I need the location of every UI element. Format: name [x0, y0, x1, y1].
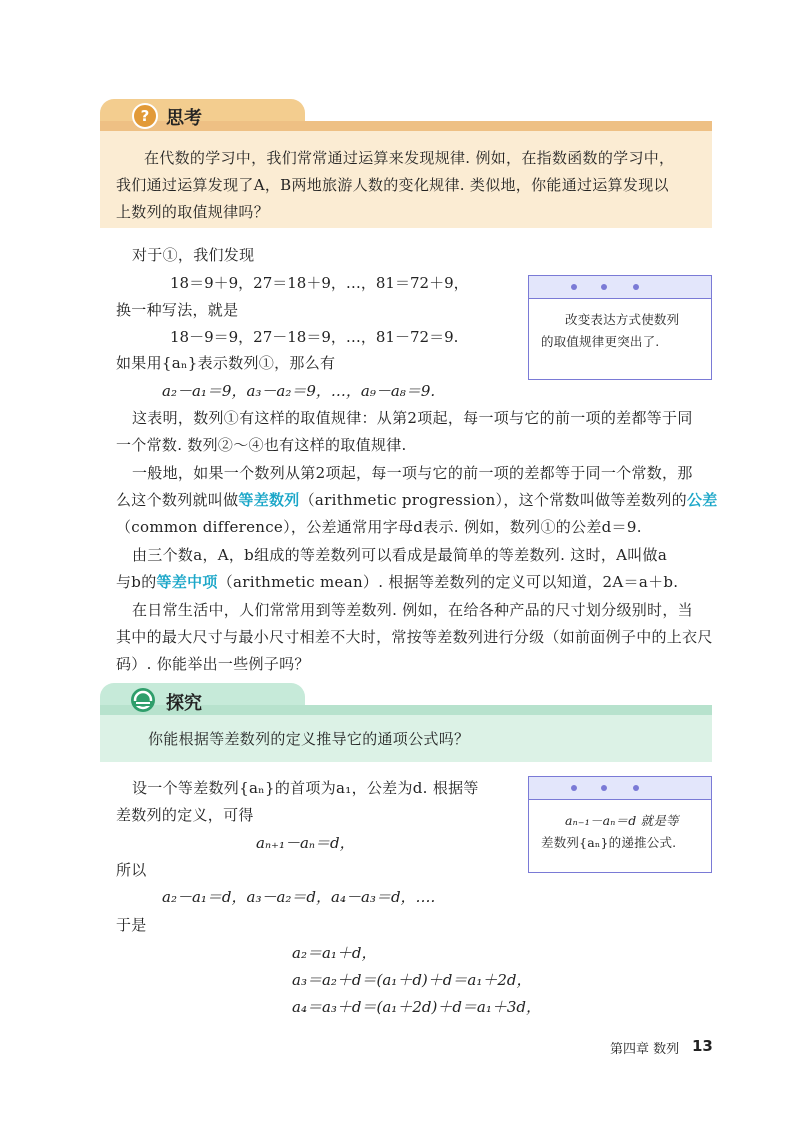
so-line: 所以 — [116, 861, 147, 879]
side-note-1 — [528, 275, 712, 380]
para2-line3: （common difference），公差通常用字母d表示. 例如，数列①的公差d＝9. — [116, 518, 642, 536]
term-equation-a4: a₄＝a₃＋d＝(a₁＋2d)＋d＝a₁＋3d， — [292, 998, 542, 1016]
para4-line3: 码）. 你能举出一些例子吗？ — [116, 655, 310, 673]
para2-line2 — [116, 489, 718, 511]
term-arithmetic-mean: 等差中项 — [156, 573, 218, 591]
para2-line2-b: （arithmetic progression），这个常数叫做等差数列的 — [299, 491, 687, 509]
side-note-2-header — [529, 777, 711, 800]
para3-line2 — [116, 571, 678, 593]
term-arithmetic-sequence: 等差数列 — [238, 491, 300, 509]
intro-line: 对于①，我们发现 — [132, 246, 255, 264]
para3-line2-b: （arithmetic mean）. 根据等差数列的定义可以知道，2A＝a＋b. — [217, 573, 679, 591]
then-line: 于是 — [116, 916, 147, 934]
rewrite-line: 换一种写法，就是 — [116, 301, 239, 319]
side-note-1-line2: 的取值规律更突出了. — [541, 334, 660, 349]
think-line-3: 上数列的取值规律吗？ — [116, 203, 270, 221]
note-dot-icon — [633, 284, 639, 290]
para1-line1: 这表明，数列①有这样的取值规律：从第2项起，每一项与它的前一项的差都等于同 — [132, 409, 693, 427]
para2-line2-a: 么这个数列就叫做 — [116, 491, 239, 509]
note-dot-icon — [571, 284, 577, 290]
term-common-difference: 公差 — [686, 491, 718, 509]
equation-3: a₂－a₁＝9，a₃－a₂＝9，…，a₉－a₈＝9. — [162, 382, 436, 400]
side-note-1-line1: 改变表达方式使数列 — [565, 312, 680, 327]
note-dot-icon — [601, 785, 607, 791]
note-dot-icon — [571, 785, 577, 791]
body2-line2: 差数列的定义，可得 — [116, 806, 254, 824]
explore-text: 你能根据等差数列的定义推导它的通项公式吗？ — [148, 730, 470, 748]
note-dot-icon — [633, 785, 639, 791]
side-note-1-header — [529, 276, 711, 299]
side-note-1-text — [529, 299, 711, 353]
para1-line2: 一个常数. 数列②～④也有这样的取值规律. — [116, 436, 407, 454]
differences-equation: a₂－a₁＝d，a₃－a₂＝d，a₄－a₃＝d，…. — [162, 888, 436, 906]
think-line-2: 我们通过运算发现了A，B两地旅游人数的变化规律. 类似地，你能通过运算发现以 — [116, 176, 669, 194]
equation-1: 18＝9＋9，27＝18＋9，…，81＝72＋9， — [170, 274, 469, 292]
if-line: 如果用{aₙ}表示数列①，那么有 — [116, 354, 336, 372]
recurrence-equation: aₙ₊₁－aₙ＝d， — [256, 834, 355, 852]
body2-line1: 设一个等差数列{aₙ}的首项为a₁，公差为d. 根据等 — [132, 779, 479, 797]
para2-line1: 一般地，如果一个数列从第2项起，每一项与它的前一项的差都等于同一个常数，那 — [132, 464, 693, 482]
explore-icon — [130, 687, 156, 713]
side-note-2-text — [529, 800, 711, 854]
think-title: 思考 — [166, 108, 202, 129]
question-icon: ? — [132, 103, 158, 129]
side-note-2-line2: 差数列{aₙ}的递推公式. — [541, 835, 677, 850]
para4-line1: 在日常生活中，人们常常用到等差数列. 例如，在给各种产品的尺寸划分级别时，当 — [132, 601, 693, 619]
note-dot-icon — [601, 284, 607, 290]
equation-2: 18－9＝9，27－18＝9，…，81－72＝9. — [170, 328, 459, 346]
para3-line1: 由三个数a，A，b组成的等差数列可以看成是最简单的等差数列. 这时，A叫做a — [132, 546, 668, 564]
side-note-2 — [528, 776, 712, 873]
explore-title: 探究 — [166, 693, 202, 714]
term-equation-a3: a₃＝a₂＋d＝(a₁＋d)＋d＝a₁＋2d， — [292, 971, 532, 989]
footer-chapter: 第四章 数列 — [610, 1042, 680, 1057]
term-equation-a2: a₂＝a₁＋d， — [292, 944, 377, 962]
page-number: 13 — [692, 1037, 713, 1055]
think-line-1: 在代数的学习中，我们常常通过运算来发现规律. 例如，在指数函数的学习中， — [144, 149, 675, 167]
para4-line2: 其中的最大尺寸与最小尺寸相差不大时，常按等差数列进行分级（如前面例子中的上衣尺 — [116, 628, 713, 646]
para3-line2-a: 与b的 — [116, 573, 157, 591]
side-note-2-line1: aₙ₋₁－aₙ＝d 就是等 — [565, 813, 679, 828]
